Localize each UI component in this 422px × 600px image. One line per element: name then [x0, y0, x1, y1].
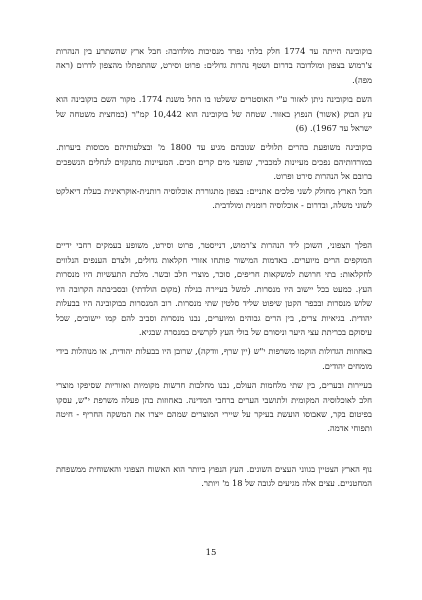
- paragraph-distilleries: באחוזות הגדולות הוקמו משרפות י"ש (יין שרף, וודקה), שרובן היו בבעלות יהודית, או מנוהלות בידי מומחים יהודים.: [56, 346, 372, 371]
- paragraph-trees: נוף הארץ הצטיין בגווני העצים השונים. העץ הנפוץ ביותר הוא האשוח הצפוני והאשוחית ממשפחת המחטניים. עצים אלה מגיעים לגובה של 18 מ' ויותר.: [56, 463, 372, 489]
- paragraph-name-origin: השם בוקובינה ניתן לאזור ע"י האוסטרים ששלטו בו החל משנת 1774. מקור השם בוקובינה הוא עץ הבוק (אשור) הנפוץ באזור. שטחה של בוקובינה הוא 10,442 קמ"ר (כמחצית משטחה של ישראל עד 1967). (6): [56, 94, 373, 134]
- paragraph-mountains: בוקובינה משופעת בהרים תלולים שגובהם מגיע עד 1800 מ' ובצלעותיהם מכוסות ביערות. במורדותיהם נפכים מעיינות למכביר, שופעי מים קרים וזכים. המעיינות מתנקזים לנחלים הנשפכים ברובם אל הנהרות סירט ופרוט.: [56, 142, 372, 182]
- paragraph-ethnic-regions: חבל הארץ מחולק לשני פלכים אתניים: בצפון מתגוררת אוכלוסיה רותנית-אוקראינית בעלת דיאלקט לשוני משלה, ובדרום - אוכלוסיה רומנית ומולדבית.: [56, 185, 372, 211]
- paragraph-dairies: בעיירות ובערים, בין שתי מלחמות העולם, נבנו מחלבות חדשות מקומיות ואזוריות שסיפקו מוצרי חלב לאוכלוסיה המקומית ולתושבי הערים ברחבי המדינה. באחוזות בהן פעלה משרפת י"ש, עסקו בפיטום בקר, שאבוסו הועשת בעיקר על שיירי המוצרים שמהם ייצרו את המשקה החריף - חיטה ותפוחי אדמה.: [56, 380, 372, 434]
- page-body: [56, 44, 372, 491]
- section-gap: [56, 212, 372, 238]
- page-number: 15: [205, 548, 217, 558]
- section-gap: [56, 436, 372, 462]
- paragraph-bukovina-history: בוקובינה הייתה עד 1774 חלק בלתי נפרד מנסיכות מולדובה: חבל ארץ שהשתרע בין הנהרות צ'רמוש בצפון ומולדובה בדרום ושטף נהרות גדולים: פרוט וסירט, שהתפתלו מהצפון לדרום (ראה מפה).: [56, 46, 372, 85]
- paragraph-northern-region: הפלך הצפוני, השוכן ליד הנהרות צ'רמוש, דנייסטר, פרוט וסירט, משופע בעמקים רחבי ידיים המוקפים הרים מיוערים. באדמות המישור פותחו אזורי חקלאות גדולים, ולצדם הענפים הנלווים לחקלאות: בתי חרושת למשקאות חריפים, סוכר, מוצרי חלב ובשר. מלכת התעשיות היו מנסרות העץ. כמעט בכל יישוב היו מנסרות. למשל בעיירה בנילה (מקום הולדתי) ובסביבתה הקרובה היו שלוש מנסרות ובכפר הקטן שיפוט שליד סלטין שתי מנסרות. רוב המנסרות בבוקובינה היו בבעלות יהודית. בגיאיות צרים, בין הרים גבוהים ומיוערים, נבנו מנסרות וסביב להם קמו יישובים, שכל עיסוקם בכריתת עצי היער וניסורם של בולי העץ לקרשים במנסרה שבגיא.: [56, 240, 372, 337]
